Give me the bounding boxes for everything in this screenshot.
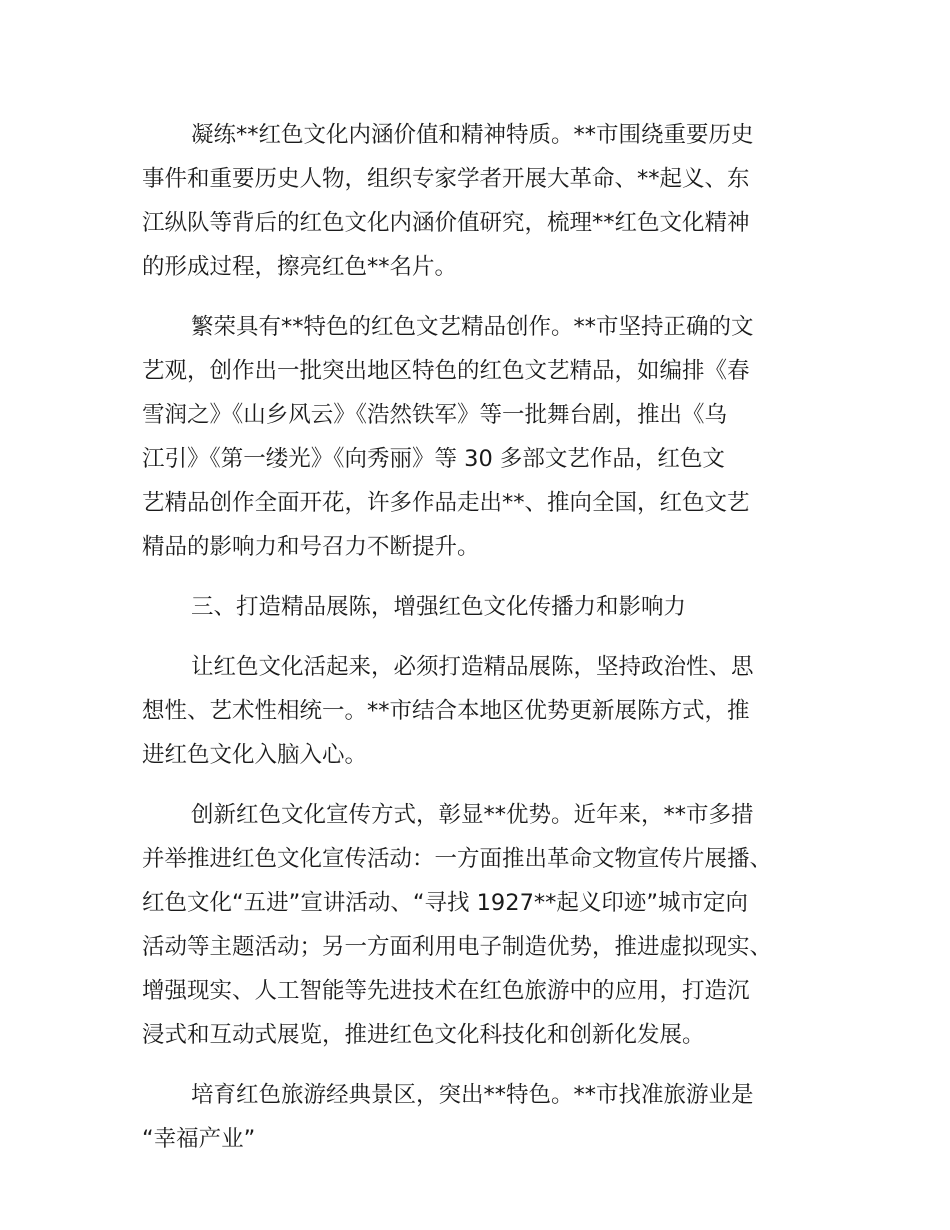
text-line: 雪润之》《山乡风云》《浩然铁军》等一批舞台剧，推出《乌 [142,402,728,428]
text-line: 事件和重要历史人物，组织专家学者开展大革命、**起义、东 [142,166,750,192]
text-line: 并举推进红色文化宣传活动：一方面推出革命文物宣传片展播、 [142,846,773,872]
section-heading [142,585,832,629]
paragraph [142,305,832,569]
text-line: 繁荣具有**特色的红色文艺精品创作。**市坚持正确的文 [191,314,754,340]
text-line: 想性、艺术性相统一。**市结合本地区优势更新展陈方式，推 [142,698,750,724]
text-line: 凝练**红色文化内涵价值和精神特质。**市围绕重要历史 [191,122,754,148]
paragraph [142,113,832,289]
paragraph [142,793,832,1057]
text-line: 红色文化“五进”宣讲活动、“寻找 1927**起义印迹”城市定向 [142,890,749,916]
text-line: 进红色文化入脑入心。 [142,742,368,768]
text-line: 增强现实、人工智能等先进技术在红色旅游中的应用，打造沉 [142,978,750,1004]
paragraph [142,1073,832,1161]
text-line: 精品的影响力和号召力不断提升。 [142,534,480,560]
text-line: 的形成过程，擦亮红色**名片。 [142,254,458,280]
document-body [142,113,832,1161]
heading-line: 三、打造精品展陈，增强红色文化传播力和影响力 [191,594,687,620]
paragraph [142,645,832,777]
text-line: 艺观，创作出一批突出地区特色的红色文艺精品，如编排《春 [142,358,750,384]
text-line: 让红色文化活起来，必须打造精品展陈，坚持政治性、思 [191,654,754,680]
text-line: 浸式和互动式展览，推进红色文化科技化和创新化发展。 [142,1022,705,1048]
text-line: 江引》《第一缕光》《向秀丽》等 30 多部文艺作品，红色文 [142,446,725,472]
text-line: 江纵队等背后的红色文化内涵价值研究，梳理**红色文化精神 [142,210,750,236]
text-line: 创新红色文化宣传方式，彰显**优势。近年来，**市多措 [191,802,754,828]
text-line: 艺精品创作全面开花，许多作品走出**、推向全国，红色文艺 [142,490,750,516]
text-line: 培育红色旅游经典景区，突出**特色。**市找准旅游业是 [191,1082,754,1108]
text-line: “幸福产业” [142,1126,256,1152]
text-line: 活动等主题活动；另一方面利用电子制造优势，推进虚拟现实、 [142,934,773,960]
